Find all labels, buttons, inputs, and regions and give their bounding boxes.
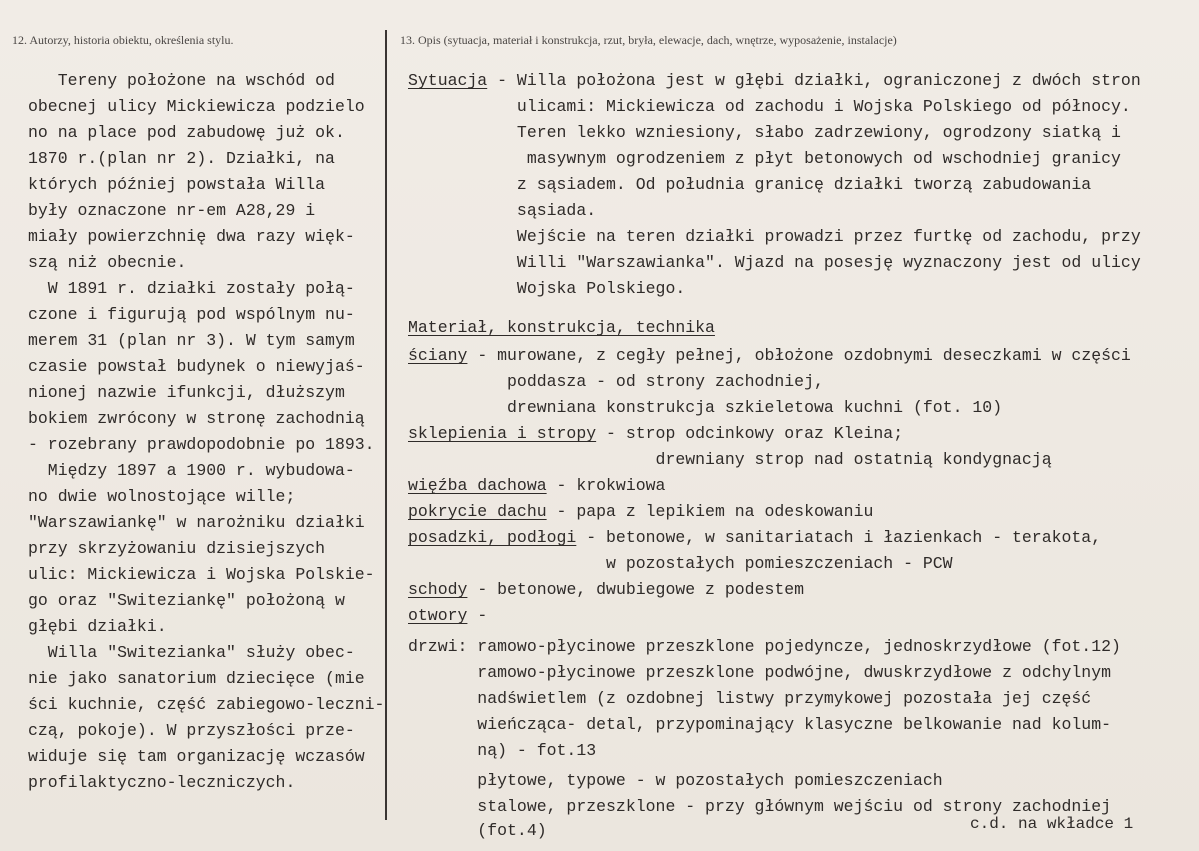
sytuacja-line: Teren lekko wzniesiony, słabo zadrzewiony, ogrodzony siatką i: [408, 123, 1121, 142]
sytuacja-line: z sąsiadem. Od południa granicę działki tworzą zabudowania: [408, 175, 1092, 194]
sytuacja-line: Willi "Warszawianka". Wjazd na posesję wyznaczony jest od ulicy: [408, 253, 1141, 272]
continued-note: c.d. na wkładce 1: [970, 815, 1134, 833]
history-line: czasie powstał budynek o niewyjaś-: [28, 357, 365, 376]
sklepienia-cont-line: drewniany strop nad ostatnią kondygnacją: [408, 450, 1052, 469]
history-line: obecnej ulicy Mickiewicza podzielo: [28, 97, 365, 116]
left-column-header: 12. Autorzy, historia obiektu, określenia stylu.: [12, 33, 234, 47]
otwory-text: -: [467, 606, 488, 625]
sklepienia-text: - strop odcinkowy oraz Kleina;: [596, 424, 904, 443]
history-line: 1870 r.(plan nr 2). Działki, na: [28, 149, 335, 168]
posadzki-cont-line: w pozostałych pomieszczeniach - PCW: [408, 554, 953, 573]
sytuacja-line: sąsiada.: [408, 201, 597, 220]
material-heading: Materiał, konstrukcja, technika: [408, 318, 715, 337]
sklepienia-label: sklepienia i stropy: [408, 424, 597, 443]
schody-line: [408, 577, 804, 603]
sytuacja-line: [408, 68, 1141, 94]
schody-text: - betonowe, dwubiegowe z podestem: [467, 580, 805, 599]
drzwi-line: ną) - fot.13: [408, 741, 597, 760]
otwory-label: otwory: [408, 606, 468, 625]
right-column-header: 13. Opis (sytuacja, materiał i konstrukcja, rzut, bryła, elewacje, dach, wnętrze, wyposażenie, instalacje): [400, 33, 897, 47]
history-line: Między 1897 a 1900 r. wybudowa-: [28, 461, 355, 480]
otwory-line: [408, 603, 487, 629]
sytuacja-label: Sytuacja: [408, 71, 488, 90]
drzwi-line: ramowo-płycinowe przeszklone podwójne, dwuskrzydłowe z odchylnym: [408, 663, 1112, 682]
posadzki-line: [408, 525, 1101, 551]
drzwi-line: stalowe, przeszklone - przy głównym wejściu od strony zachodniej: [408, 797, 1112, 816]
drzwi-line: drzwi: ramowo-płycinowe przeszklone pojedyncze, jednoskrzydłowe (fot.12): [408, 637, 1121, 656]
history-line: - rozebrany prawdopodobnie po 1893.: [28, 435, 375, 454]
sytuacja-line: Wojska Polskiego.: [408, 279, 686, 298]
sklepienia-line: [408, 421, 903, 447]
history-line: głębi działki.: [28, 617, 167, 636]
drzwi-line: nadświetlem (z ozdobnej listwy przymykowej pozostała jej część: [408, 689, 1092, 708]
posadzki-text: - betonowe, w sanitariatach i łazienkach - terakota,: [576, 528, 1102, 547]
schody-label: schody: [408, 580, 468, 599]
drzwi-line: wieńcząca- detal, przypominający klasyczne belkowanie nad kolum-: [408, 715, 1112, 734]
sciany-line: [408, 343, 1131, 369]
pokrycie-label: pokrycie dachu: [408, 502, 547, 521]
history-line: ulic: Mickiewicza i Wojska Polskie-: [28, 565, 375, 584]
history-line: bokiem zwrócony w stronę zachodnią: [28, 409, 365, 428]
history-line: Tereny położone na wschód od: [28, 71, 335, 90]
history-line: go oraz "Switeziankę" położoną w: [28, 591, 345, 610]
history-line: czone i figurują pod wspólnym nu-: [28, 305, 355, 324]
history-line: przy skrzyżowaniu dzisiejszych: [28, 539, 326, 558]
sytuacja-text: - Willa położona jest w głębi działki, ograniczonej z dwóch stron: [487, 71, 1141, 90]
history-line: których później powstała Willa: [28, 175, 326, 194]
pokrycie-text: - papa z lepikiem na odeskowaniu: [546, 502, 874, 521]
sytuacja-line: ulicami: Mickiewicza od zachodu i Wojska Polskiego od północy.: [408, 97, 1131, 116]
wiezba-label: więźba dachowa: [408, 476, 547, 495]
wiezba-text: - krokwiowa: [546, 476, 666, 495]
wiezba-line: [408, 473, 665, 499]
sciany-cont-line: drewniana konstrukcja szkieletowa kuchni (fot. 10): [408, 398, 1003, 417]
history-line: nie jako sanatorium dziecięce (mie: [28, 669, 365, 688]
history-line: widuje się tam organizację wczasów: [28, 747, 365, 766]
history-line: miały powierzchnię dwa razy więk-: [28, 227, 355, 246]
history-line: były oznaczone nr-em A28,29 i: [28, 201, 316, 220]
history-line: nionej nazwie ifunkcji, dłuższym: [28, 383, 345, 402]
sciany-cont-line: poddasza - od strony zachodniej,: [408, 372, 824, 391]
drzwi-line: płytowe, typowe - w pozostałych pomieszczeniach: [408, 771, 943, 790]
history-line: W 1891 r. działki zostały połą-: [28, 279, 355, 298]
history-line: ści kuchnie, część zabiegowo-leczni-: [28, 695, 385, 714]
column-divider: [385, 30, 387, 820]
posadzki-label: posadzki, podłogi: [408, 528, 577, 547]
sytuacja-line: Wejście na teren działki prowadzi przez furtkę od zachodu, przy: [408, 227, 1141, 246]
history-line: profilaktyczno-leczniczych.: [28, 773, 296, 792]
history-line: merem 31 (plan nr 3). W tym samym: [28, 331, 355, 350]
history-line: no na place pod zabudowę już ok.: [28, 123, 345, 142]
sciany-label: ściany: [408, 346, 468, 365]
history-line: szą niż obecnie.: [28, 253, 187, 272]
history-line: Willa "Switezianka" służy obec-: [28, 643, 355, 662]
pokrycie-line: [408, 499, 873, 525]
sytuacja-line: masywnym ogrodzeniem z płyt betonowych od wschodniej granicy: [408, 149, 1121, 168]
sciany-text: - murowane, z cegły pełnej, obłożone ozdobnymi deseczkami w części: [467, 346, 1131, 365]
history-line: no dwie wolnostojące wille;: [28, 487, 296, 506]
drzwi-line: (fot.4): [408, 821, 547, 840]
history-line: czą, pokoje). W przyszłości prze-: [28, 721, 355, 740]
history-line: "Warszawiankę" w narożniku działki: [28, 513, 365, 532]
